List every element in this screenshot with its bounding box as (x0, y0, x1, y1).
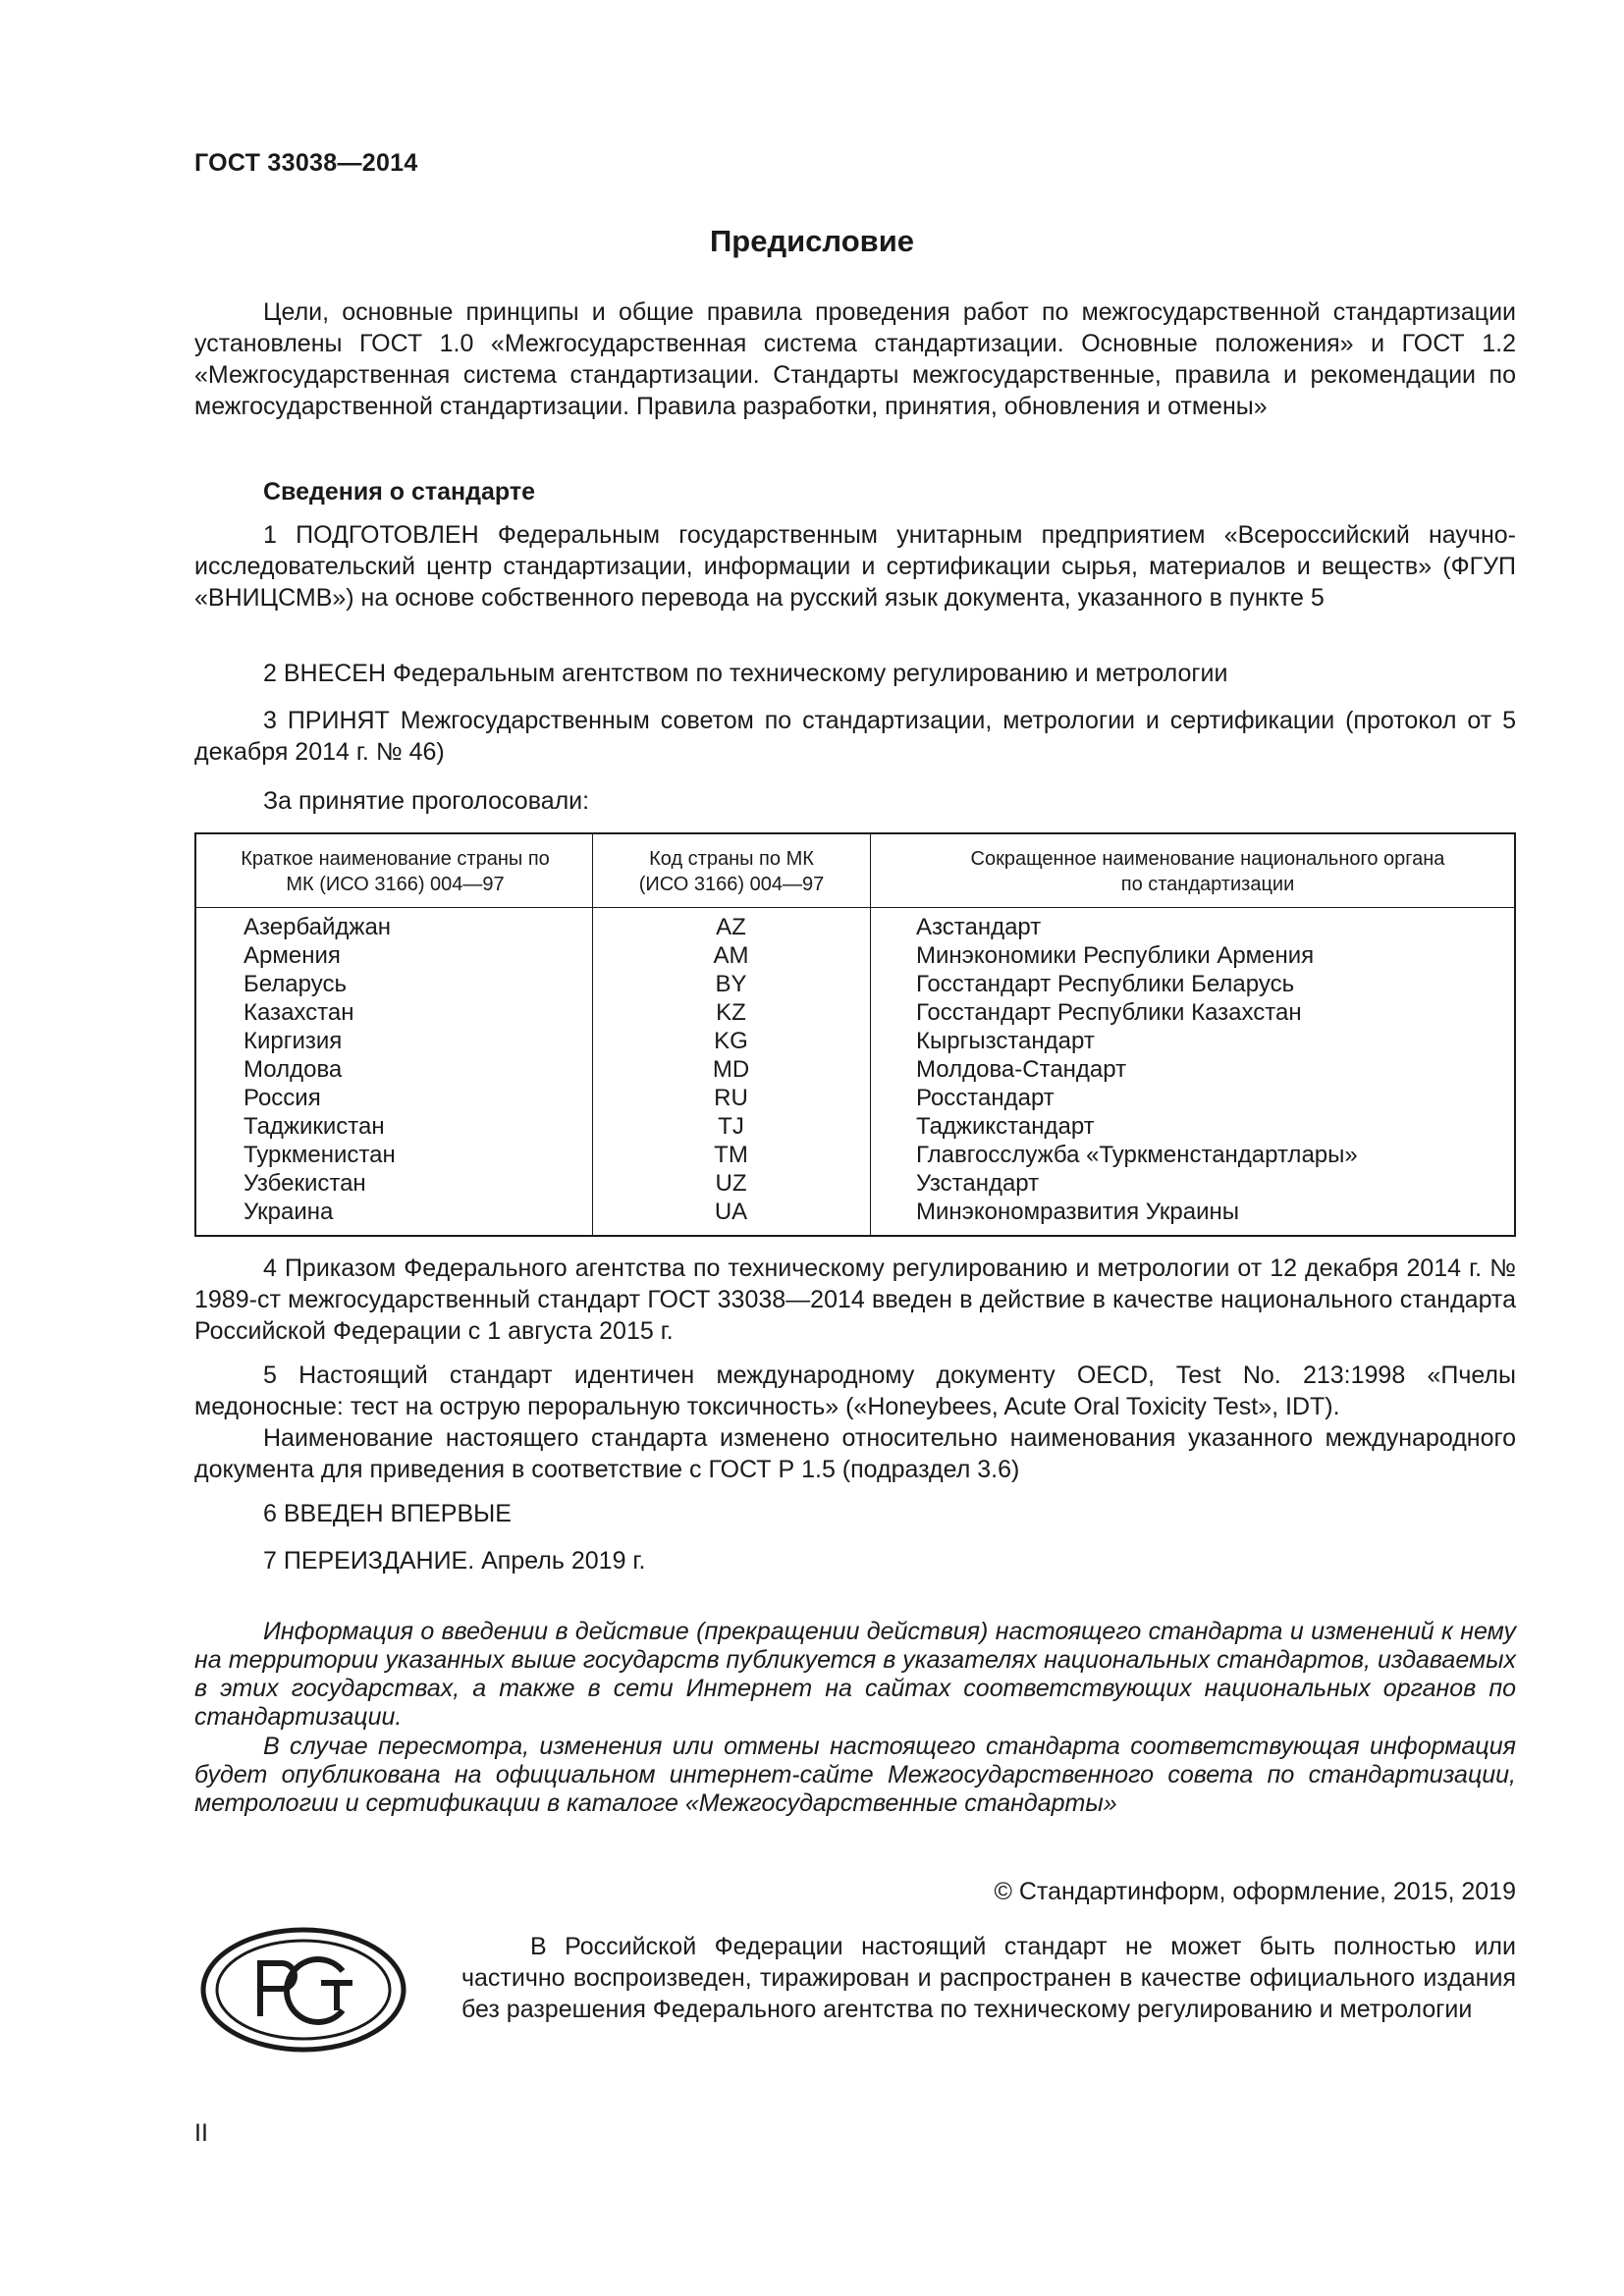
table-cell-body: Азстандарт (916, 914, 1042, 940)
table-cell-body: Минэкономики Республики Армения (916, 942, 1315, 969)
item-4: 4 Приказом Федерального агентства по техническому регулированию и метрологии от 12 декабря 2014 г. № 1989-ст межгосударственный стандарт ГОСТ 33038—2014 введен в действие в качестве национального стандарта Российской Федерации с 1 августа 2015 г. (194, 1255, 1516, 1345)
table-cell-country: Таджикистан (244, 1113, 385, 1140)
italic-note-1: Информация о введении в действие (прекращении действия) настоящего стандарта и изменений к нему на территории указанных выше государств публикуется в указателях национальных стандартов, издаваемых в этих государствах, а также в сети Интернет на сайтах соответствующих национальных органов по стандартизации. (194, 1618, 1516, 1731)
table-cell-country: Украина (244, 1199, 334, 1225)
table-cell-body: Госстандарт Республики Казахстан (916, 999, 1302, 1026)
rst-logo (199, 1926, 407, 2054)
table-cell-code: KG (714, 1028, 748, 1054)
item-2: 2 ВНЕСЕН Федеральным агентством по техническому регулированию и метрологии (263, 660, 1228, 687)
table-column-code (592, 913, 870, 1226)
page-title: Предисловие (709, 224, 914, 258)
table-cell-country: Казахстан (244, 999, 354, 1026)
table-cell-code: MD (712, 1056, 750, 1083)
intro-paragraph: Цели, основные принципы и общие правила проведения работ по межгосударственной стандартизации установлены ГОСТ 1.0 «Межгосударственная система стандартизации. Основные положения» и ГОСТ 1.2 «Межгосударственная система стандартизации. Стандарты межгосударственные, правила и рекомендации по межгосударственной стандартизации. Правила разработки, принятия, обновления и отмены» (194, 298, 1516, 420)
item-7: 7 ПЕРЕИЗДАНИЕ. Апрель 2019 г. (263, 1547, 646, 1575)
table-cell-country: Беларусь (244, 971, 347, 997)
italic-note-2: В случае пересмотра, изменения или отмены настоящего стандарта соответствующая информация будет опубликована на официальном интернет-сайте Межгосударственного совета по стандартизации, метрологии и сертификации в каталоге «Межгосударственные стандарты» (194, 1733, 1516, 1817)
item-3: 3 ПРИНЯТ Межгосударственным советом по стандартизации, метрологии и сертификации (протокол от 5 декабря 2014 г. № 46) (194, 707, 1516, 766)
table-column-country (244, 913, 577, 1226)
table-cell-country: Азербайджан (244, 914, 392, 940)
table-cell-code: KZ (716, 999, 746, 1026)
table-cell-code: UZ (715, 1170, 747, 1197)
table-cell-body: Минэкономразвития Украины (916, 1199, 1240, 1225)
item-5: 5 Настоящий стандарт идентичен международному документу OECD, Test No. 213:1998 «Пчелы медоносные: тест на острую пероральную токсичность» («Honeybees, Acute Oral Toxicity Test», IDT). (194, 1362, 1516, 1420)
table-cell-body: Главгосслужба «Туркменстандартлары» (916, 1142, 1358, 1168)
table-cell-body: Госстандарт Республики Беларусь (916, 971, 1295, 997)
table-header-divider (196, 907, 1514, 908)
table-cell-code: AZ (716, 914, 746, 940)
table-column-body (916, 913, 1505, 1226)
table-cell-country: Узбекистан (244, 1170, 366, 1197)
table-header-code: Код страны по МК (ИСО 3166) 004—97 (638, 848, 825, 895)
document-id: ГОСТ 33038—2014 (194, 149, 418, 177)
table-cell-country: Молдова (244, 1056, 343, 1083)
item-1: 1 ПОДГОТОВЛЕН Федеральным государственным унитарным предприятием «Всероссийский научно-исследовательский центр стандартизации, информации и сертификации сырья, материалов и веществ» (ФГУП «ВНИЦСМВ») на основе собственного перевода на русский язык документа, указанного в пункте 5 (194, 521, 1516, 612)
table-cell-body: Таджикстандарт (916, 1113, 1095, 1140)
table-cell-body: Узстандарт (916, 1170, 1040, 1197)
table-cell-body: Росстандарт (916, 1085, 1055, 1111)
table-cell-code: TM (714, 1142, 748, 1168)
table-cell-code: UA (714, 1199, 748, 1225)
page-number: II (194, 2119, 208, 2147)
table-cell-country: Россия (244, 1085, 321, 1111)
table-cell-country: Армения (244, 942, 341, 969)
table-header-body: Сокращенное наименование национального органа по стандартизации (970, 848, 1445, 895)
voting-table (194, 832, 1516, 1237)
table-cell-code: TJ (718, 1113, 744, 1140)
table-column-divider (870, 834, 871, 1235)
table-cell-code: BY (715, 971, 747, 997)
item-5-note: Наименование настоящего стандарта изменено относительно наименования указанного международного документа для приведения в соответствие с ГОСТ Р 1.5 (подраздел 3.6) (194, 1424, 1516, 1483)
item-6: 6 ВВЕДЕН ВПЕРВЫЕ (263, 1500, 512, 1527)
table-cell-body: Молдова-Стандарт (916, 1056, 1127, 1083)
table-cell-body: Кыргызстандарт (916, 1028, 1095, 1054)
copyright: © Стандартинформ, оформление, 2015, 2019 (994, 1878, 1516, 1905)
voted-label: За принятие проголосовали: (263, 787, 590, 815)
table-cell-country: Туркменистан (244, 1142, 396, 1168)
table-header-country: Краткое наименование страны по МК (ИСО 3166) 004—97 (241, 848, 550, 895)
table-cell-code: AM (713, 942, 749, 969)
table-cell-code: RU (714, 1085, 748, 1111)
info-heading: Сведения о стандарте (263, 478, 536, 506)
copyright-notice: В Российской Федерации настоящий стандарт не может быть полностью или частично воспроизведен, тиражирован и распространен в качестве официального издания без разрешения Федерального агентства по техническому регулированию и метрологии (461, 1933, 1516, 2023)
table-cell-country: Киргизия (244, 1028, 343, 1054)
